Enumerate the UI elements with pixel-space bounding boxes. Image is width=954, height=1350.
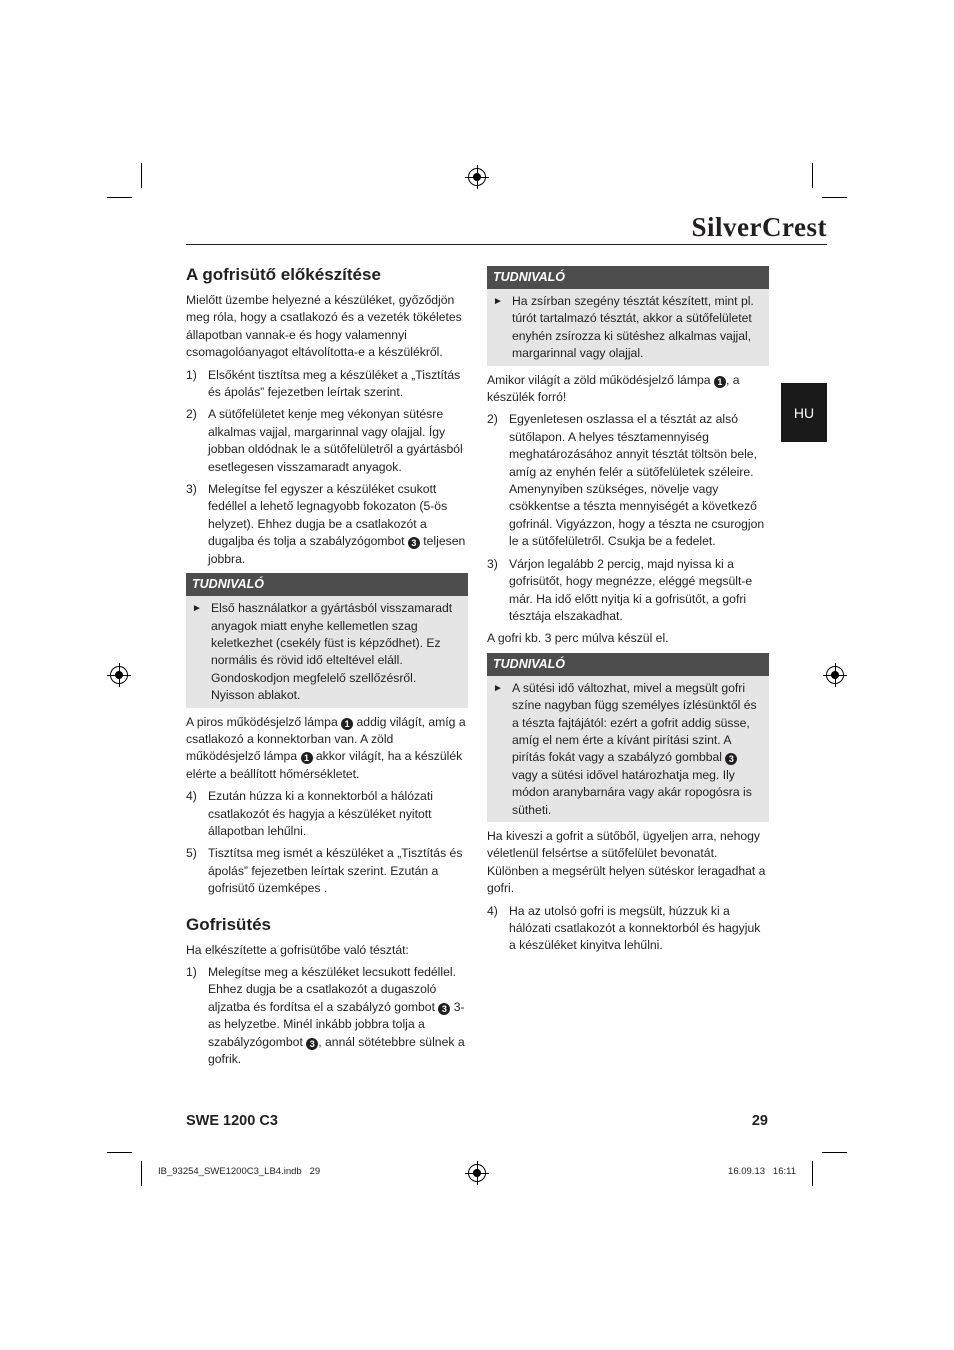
note-box — [487, 266, 769, 366]
text-part: A piros működésjelző lámpa — [186, 714, 338, 729]
section-heading: A gofrisütő előkészítése — [186, 265, 381, 284]
registration-mark-icon — [468, 1164, 486, 1182]
step-text: Tisztítsa meg ismét a készüléket a „Tisztítás és ápolás” fejezetben leírtak szerint. Ezután a gofrisütő üzemképes . — [208, 846, 463, 896]
step-text: Ha az utolsó gofri is megsült, húzzuk ki a hálózati csatlakozót a konnektorból és hagyjuk a készüléket kinyitva lehűlni. — [509, 903, 761, 953]
step-number: 2) — [487, 412, 498, 427]
crop-mark — [107, 1152, 132, 1153]
text-part: Amikor világít a zöld működésjelző lámpa — [487, 372, 711, 387]
step-number: 4) — [487, 903, 498, 918]
part-number-badge: 3 — [438, 1003, 450, 1015]
brand-logo: SilverCrest — [691, 212, 827, 242]
step-number: 5) — [186, 846, 197, 861]
step-text-part: , annál sötétebbre sülnek a gofrik. — [208, 1034, 465, 1067]
list-item — [186, 845, 468, 897]
page-number: 29 — [751, 1113, 768, 1129]
registration-mark-icon — [110, 666, 128, 684]
arrow-icon: ► — [493, 296, 503, 307]
crop-mark — [822, 1152, 847, 1153]
note-title: TUDNIVALÓ — [186, 573, 468, 596]
step-text — [208, 481, 468, 568]
part-number-badge: 3 — [306, 1038, 318, 1050]
step-number: 3) — [186, 482, 197, 497]
note-box — [186, 573, 468, 707]
step-text: Elsőként tisztítsa meg a készüléket a „Tisztítás és ápolás” fejezetben leírtak szerint. — [208, 367, 461, 400]
step-number: 2) — [186, 407, 197, 422]
note-text — [512, 680, 763, 819]
step-text — [208, 964, 468, 1068]
crop-mark — [141, 163, 142, 188]
language-tab: HU — [781, 383, 827, 442]
step-number: 4) — [186, 789, 197, 804]
step-text: Várjon legalább 2 percig, majd nyissa ki a gofrisütőt, hogy megnézze, eléggé megsült-e már. Ha idő előtt nyitja ki a gofrisütőt, a gofri tésztája elszakadhat. — [509, 556, 753, 623]
note-box — [487, 653, 769, 822]
step-number: 1) — [186, 367, 197, 382]
left-column — [186, 264, 468, 1073]
slug-file: IB_93254_SWE1200C3_LB4.indb 29 — [158, 1166, 321, 1177]
step-text: Egyenletesen oszlassa el a tésztát az alsó sütőlapon. A helyes tésztamennyiség meghatározásához annyit tésztát töltsön bele, amíg az enyhén felér a sütőfelületek széleire. Amenynyiben szükséges, növelje vagy csökkentse a tészta mennyiségét a következő gofrinál. Vigyázzon, hogy a tészta ne csurogjon le a sütőfelületről. Csukja be a fedelet. — [509, 412, 765, 549]
text-part: vagy a sütési idővel határozhatja meg. Ily módon aranybarnára vagy akár ropogósra is sütheti. — [512, 767, 752, 817]
list-item — [186, 406, 468, 476]
crop-mark — [141, 1161, 142, 1186]
lamp-paragraph — [487, 372, 769, 407]
right-column — [487, 266, 769, 960]
step-text-part: 3-as helyzetbe. Minél inkább jobbra tolja a szabályzógombot — [208, 999, 465, 1049]
takeout-paragraph: Ha kiveszi a gofrit a sütőből, ügyeljen arra, nehogy véletlenül felsértse a sütőfelület bevonatát. Különben a megsérült helyen sütéskor leragadhat a gofri. — [487, 828, 766, 896]
footer-model: SWE 1200 C3 — [186, 1113, 278, 1129]
part-number-badge: 1 — [301, 752, 313, 764]
slug-date: 16.09.13 16:11 — [728, 1166, 796, 1177]
list-item — [186, 964, 468, 1068]
part-number-badge: 3 — [725, 753, 737, 765]
intro-paragraph: Ha elkészítette a gofrisütőbe való tésztát: — [186, 942, 409, 957]
list-item — [487, 411, 769, 550]
crop-mark — [812, 1161, 813, 1186]
step-number: 1) — [186, 965, 197, 979]
list-item — [487, 556, 769, 626]
part-number-badge: 3 — [408, 537, 420, 549]
step-text-part: Melegítse fel egyszer a készüléket csukott fedéllel a lehető legnagyobb fokozaton (5-ös helyzet). Ehhez dugja be a csatlakozót a dugaljba és tolja a szabályzógombot — [208, 482, 448, 549]
note-title: TUDNIVALÓ — [487, 266, 769, 289]
step-text: Ezután húzza ki a konnektorból a hálózati csatlakozót és hagyja a készüléket nyitott állapotban lehűlni. — [208, 789, 433, 838]
note-title: TUDNIVALÓ — [487, 653, 769, 676]
arrow-icon: ► — [192, 603, 202, 615]
text-part: A sütési idő változhat, mivel a megsült gofri színe nagyban függ személyes ízlésünktől és a tészta fajtájától: ezért a gofrit addig süsse, amíg el nem érte a kívánt pirítási szint. A pirítás fokát vagy a szabályzó gombbal — [512, 680, 757, 765]
header-rule — [186, 244, 827, 245]
step-number: 3) — [487, 556, 498, 571]
list-item — [186, 367, 468, 402]
list-item — [186, 481, 468, 568]
step-text: A sütőfelületet kenje meg vékonyan sütésre alkalmas vajjal, margarinnal vagy olajjal. Így jobban oldódnak le a sütőfelületről a gyártásból esetlegesen visszamaradt anyagok. — [208, 407, 463, 474]
crop-mark — [107, 197, 132, 198]
list-item — [186, 788, 468, 840]
list-item — [487, 903, 769, 955]
step-text-part: Melegítse meg a készüléket lecsukott fedéllel. Ehhez dugja be a csatlakozót a dugaszoló aljzatba és fordítsa el a szabályzó gombot — [208, 965, 456, 1014]
lamp-paragraph — [186, 714, 468, 784]
step-text-part: teljesen jobbra. — [208, 534, 466, 566]
part-number-badge: 1 — [714, 376, 726, 388]
note-text: Első használatkor a gyártásból visszamaradt anyagok miatt enyhe kellemetlen szag keletkezhet (csekély füst is képződhet). Ez normális és rövid idő elteltével eláll. Gondoskodjon megfelelő szellőzésről. Nyisson ablakot. — [211, 601, 453, 703]
text-part: addig világít, amíg a csatlakozó a konnektorban van. A zöld működésjelző lámpa — [186, 714, 466, 764]
arrow-icon: ► — [493, 682, 503, 694]
note-text: Ha zsírban szegény tésztát készített, mint pl. túrót tartalmazó tésztát, akkor a sütőfelületet enyhén zsírozza ki sütéshez alkalmas vajjal, margarinnal vagy olajjal. — [512, 294, 754, 361]
crop-mark — [812, 163, 813, 188]
registration-mark-icon — [468, 168, 486, 186]
text-part: , a készülék forró! — [487, 372, 740, 405]
registration-mark-icon — [826, 666, 844, 684]
section-heading: Gofrisütés — [186, 914, 272, 934]
crop-mark — [822, 197, 847, 198]
intro-paragraph: Mielőtt üzembe helyezné a készüléket, győződjön meg róla, hogy a csatlakozó és a vezeték tökéletes állapotban vannak-e és hogy valamennyi csomagolóanyagot eltávolította-e a készülékről. — [186, 293, 462, 360]
ready-paragraph: A gofri kb. 3 perc múlva készül el. — [487, 631, 669, 646]
part-number-badge: 1 — [341, 718, 353, 730]
text-part: akkor világít, ha a készülék elérte a beállított hőmérsékletet. — [186, 749, 463, 781]
